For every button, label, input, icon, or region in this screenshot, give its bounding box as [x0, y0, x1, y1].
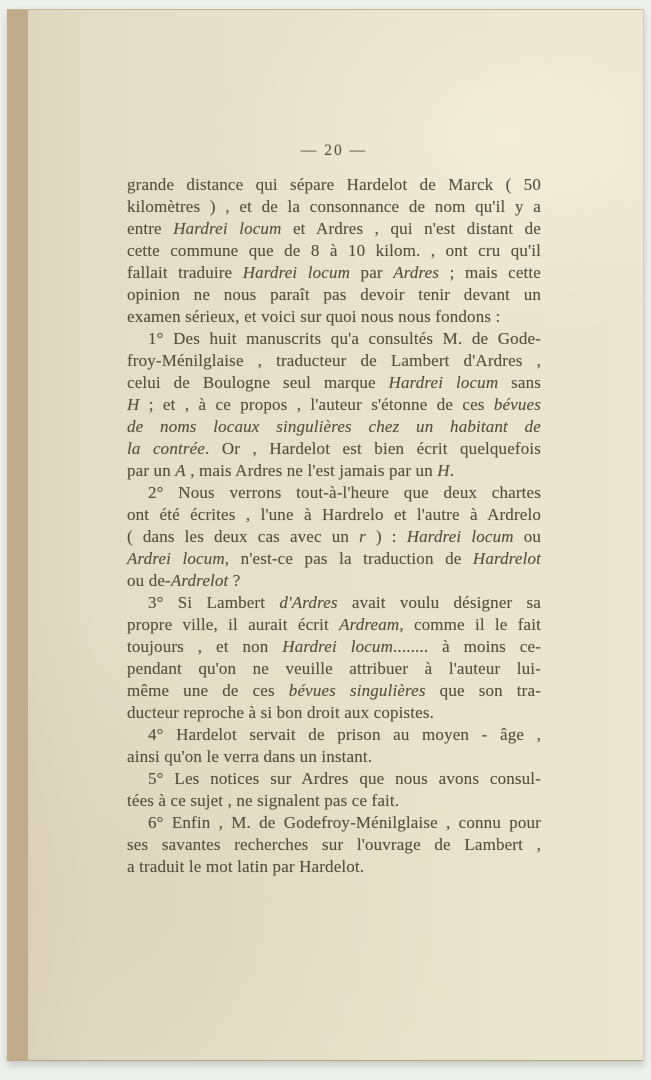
text-segment: ducteur reproche à si bon droit aux copistes.: [127, 703, 434, 722]
paragraph: [127, 174, 541, 328]
text-segment: ainsi qu'on le verra dans un instant.: [127, 747, 373, 766]
italic-text-segment: r: [359, 527, 366, 546]
italic-text-segment: H: [437, 461, 450, 480]
text-segment: ou de-: [127, 571, 171, 590]
italic-text-segment: bévues: [493, 395, 541, 414]
italic-text-segment: d'Ardres: [279, 593, 338, 612]
italic-text-segment: Hardrelot: [472, 549, 541, 568]
text-line: [127, 416, 541, 438]
italic-text-segment: la contrée: [127, 439, 205, 458]
text-line: [127, 526, 541, 548]
text-segment: .: [449, 461, 455, 480]
paragraph: [127, 724, 541, 768]
text-block: [127, 140, 541, 878]
text-segment: ........ à moins ce-: [393, 637, 542, 656]
italic-text-segment: H: [127, 395, 140, 414]
italic-text-segment: Hardrei locum: [242, 263, 351, 282]
text-line: [127, 306, 541, 328]
text-segment: 5° Les notices sur Ardres que nous avons consul-: [148, 769, 541, 788]
text-segment: propre ville, il aurait écrit: [127, 615, 340, 634]
text-line: [127, 856, 541, 878]
text-line: [127, 350, 541, 372]
text-line: [127, 174, 541, 196]
page-number: — 20 —: [300, 142, 368, 159]
text-line: [127, 504, 541, 526]
text-line: [127, 812, 541, 834]
text-segment: sans: [498, 373, 541, 392]
italic-text-segment: Ardres: [393, 263, 440, 282]
text-segment: 6° Enfin , M. de Godefroy-Ménilglaise , connu pour: [148, 813, 541, 832]
text-line: [127, 218, 541, 240]
text-segment: grande distance qui sépare Hardelot de Marck ( 50: [127, 175, 541, 194]
text-segment: toujours , et non: [127, 637, 283, 656]
text-line: [127, 394, 541, 416]
text-line: [127, 658, 541, 680]
text-segment: fallait traduire: [127, 263, 243, 282]
text-segment: ; mais cette: [439, 263, 541, 282]
text-line: [127, 460, 541, 482]
text-line: [127, 768, 541, 790]
text-line: [127, 328, 541, 350]
text-segment: entre: [127, 219, 174, 238]
text-segment: , mais Ardres ne l'est jamais par un: [185, 461, 438, 480]
text-segment: , n'est-ce pas la traduction de: [224, 549, 473, 568]
text-segment: ?: [228, 571, 241, 590]
text-segment: celui de Boulogne seul marque: [127, 373, 389, 392]
paragraph: [127, 812, 541, 878]
text-segment: pendant qu'on ne veuille attribuer à l'auteur lui-: [127, 659, 541, 678]
text-line: [127, 790, 541, 812]
text-line: [127, 438, 541, 460]
paragraph: [127, 592, 541, 724]
text-line: [127, 240, 541, 262]
text-segment: examen sérieux, et voici sur quoi nous nous fondons :: [127, 307, 501, 326]
text-segment: 1° Des huit manuscrits qu'a consultés M. de Gode-: [148, 329, 541, 348]
text-segment: 4° Hardelot servait de prison au moyen - âge ,: [148, 725, 541, 744]
text-segment: a traduit le mot latin par Hardelot.: [127, 857, 365, 876]
text-line: [127, 614, 541, 636]
paragraph: [127, 328, 541, 482]
text-line: [127, 372, 541, 394]
text-segment: que son tra-: [425, 681, 541, 700]
text-segment: opinion ne nous paraît pas devoir tenir devant un: [127, 285, 541, 304]
text-line: [127, 570, 541, 592]
italic-text-segment: Hardrei locum: [406, 527, 514, 546]
text-segment: froy-Ménilglaise , traducteur de Lambert d'Ardres ,: [127, 351, 541, 370]
text-line: [127, 196, 541, 218]
text-segment: ses savantes recherches sur l'ouvrage de Lambert ,: [127, 835, 541, 854]
text-line: [127, 680, 541, 702]
text-segment: par: [350, 263, 394, 282]
text-line: [127, 834, 541, 856]
text-segment: 3° Si Lambert: [148, 593, 280, 612]
text-line: [127, 262, 541, 284]
text-line: [127, 592, 541, 614]
text-segment: et Ardres , qui n'est distant de: [281, 219, 541, 238]
paragraph: [127, 768, 541, 812]
text-segment: même une de ces: [127, 681, 289, 700]
italic-text-segment: Hardrei locum: [282, 637, 394, 656]
italic-text-segment: Ardrelot: [170, 571, 229, 590]
italic-text-segment: Ardream: [339, 615, 400, 634]
text-segment: par un: [127, 461, 176, 480]
scanned-page: [7, 9, 644, 1061]
text-line: [127, 746, 541, 768]
paragraph: [127, 482, 541, 592]
text-line: [127, 724, 541, 746]
text-line: [127, 702, 541, 724]
text-segment: , comme il le fait: [399, 615, 541, 634]
book-binding-edge: [7, 10, 28, 1060]
italic-text-segment: Hardrei locum: [173, 219, 282, 238]
text-segment: ) :: [365, 527, 407, 546]
text-segment: ; et , à ce propos , l'auteur s'étonne de ces: [139, 395, 494, 414]
text-line: [127, 482, 541, 504]
text-segment: . Or , Hardelot est bien écrit quelquefois: [205, 439, 541, 458]
text-segment: tées à ce sujet , ne signalent pas ce fait.: [127, 791, 400, 810]
italic-text-segment: Hardrei locum: [388, 373, 499, 392]
italic-text-segment: bévues singulières: [288, 681, 426, 700]
text-segment: avait voulu désigner sa: [337, 593, 541, 612]
body-text: [127, 174, 541, 878]
text-segment: kilomètres ) , et de la consonnance de nom qu'il y a: [127, 197, 541, 216]
text-segment: ont été écrites , l'une à Hardrelo et l'autre à Ardrelo: [127, 505, 541, 524]
italic-text-segment: de noms locaux singulières chez un habitant de: [127, 417, 541, 436]
text-segment: ( dans les deux cas avec un: [127, 527, 360, 546]
text-segment: cette commune que de 8 à 10 kilom. , ont cru qu'il: [127, 241, 541, 260]
italic-text-segment: Ardrei locum: [127, 549, 225, 568]
text-line: [127, 636, 541, 658]
text-line: [127, 284, 541, 306]
italic-text-segment: A: [175, 461, 186, 480]
text-segment: ou: [513, 527, 542, 546]
text-line: [127, 548, 541, 570]
text-segment: 2° Nous verrons tout-à-l'heure que deux chartes: [148, 483, 541, 502]
